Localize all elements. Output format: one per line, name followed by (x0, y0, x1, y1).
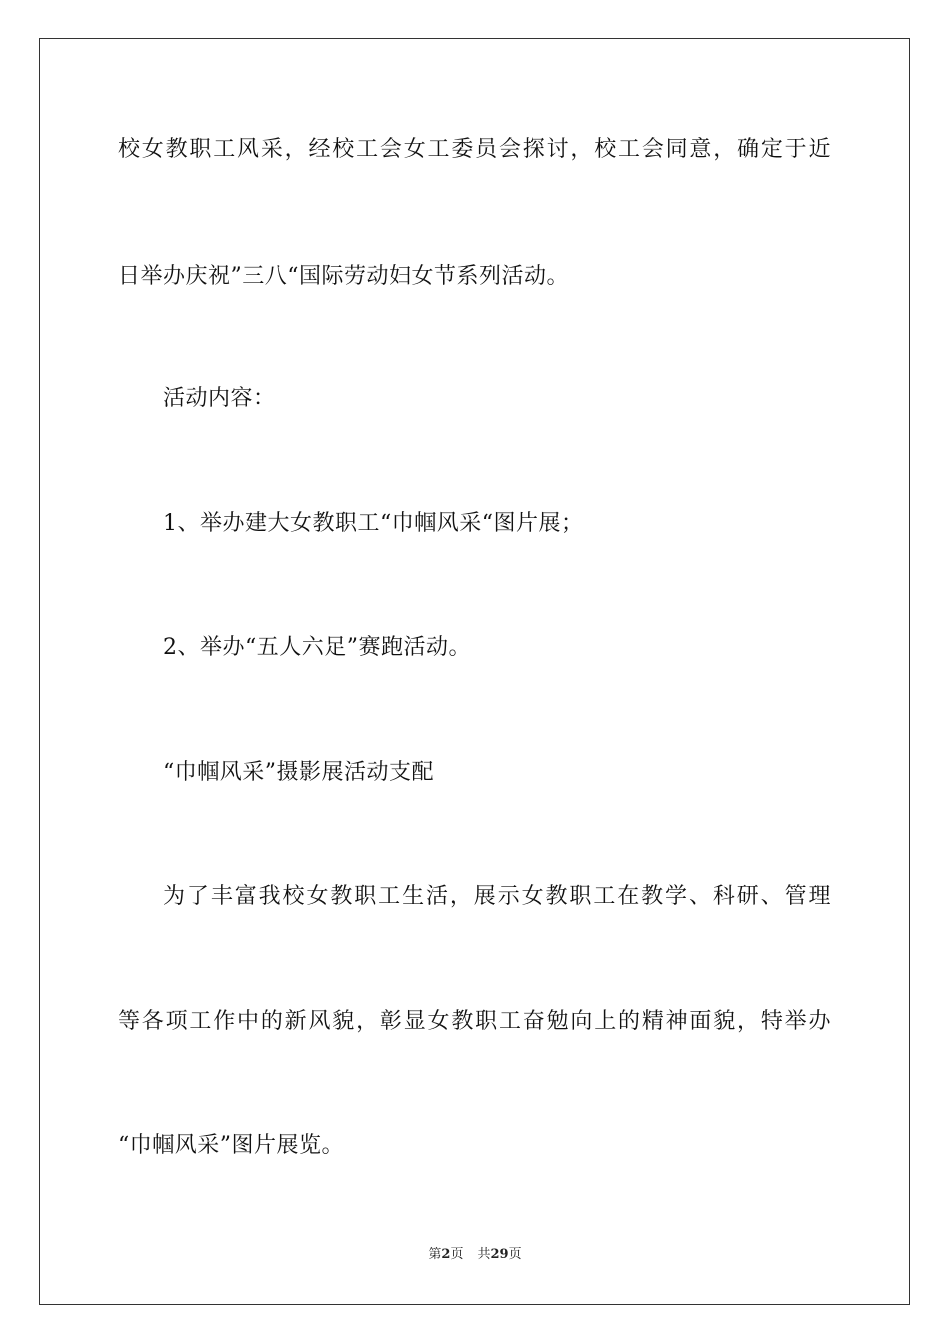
paragraph-line-2: 日举办庆祝”三八“国际劳动妇女节系列活动。 (118, 264, 569, 289)
section-heading-photo-exhibition: “巾帼风采”摄影展活动支配 (163, 760, 434, 785)
footer-total-pages: 29 (490, 1247, 509, 1262)
paragraph-line-1: 校女教职工风采，经校工会女工委员会探讨，校工会同意，确定于近 (118, 137, 831, 162)
footer-total-prefix: 共 (477, 1247, 491, 1262)
list-item-1: 1、举办建大女教职工“巾帼风采“图片展； (163, 511, 584, 536)
paragraph-line-4: 等各项工作中的新风貌，彰显女教职工奋勉向上的精神面貌，特举办 (118, 1009, 831, 1034)
footer-page-number: 2 (441, 1247, 451, 1262)
list-item-2: 2、举办“五人六足”赛跑活动。 (163, 635, 471, 660)
footer-page-prefix: 第 (428, 1247, 442, 1262)
page-footer (0, 1246, 950, 1264)
paragraph-line-3: 为了丰富我校女教职工生活，展示女教职工在教学、科研、管理 (163, 884, 831, 909)
section-heading-activities: 活动内容： (163, 386, 276, 411)
footer-page-suffix: 页 (450, 1247, 464, 1262)
paragraph-line-5: “巾帼风采”图片展览。 (118, 1133, 344, 1158)
footer-total-suffix: 页 (508, 1247, 522, 1262)
page-frame (39, 38, 910, 1305)
